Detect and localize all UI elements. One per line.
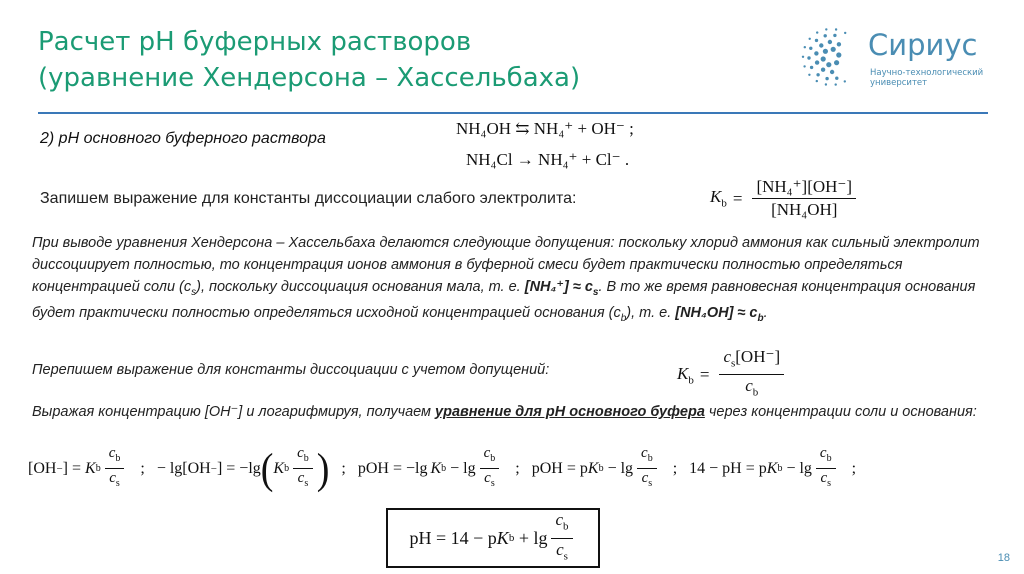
logo-dot: [825, 77, 828, 80]
kb1-denominator: [NH₄OH]: [771, 200, 838, 219]
logo-dot: [836, 52, 841, 57]
logo-dot: [821, 68, 825, 72]
logo-dot: [816, 31, 818, 33]
kb1-fraction: [752, 176, 856, 221]
buffer-equation-highlight: уравнение для рН основного буфера: [435, 404, 705, 420]
page-number: 18: [997, 552, 1010, 564]
logo-subtitle: Научно-технологический университет: [870, 68, 984, 88]
kb1-numerator: [NH₄⁺][OH⁻]: [752, 176, 856, 199]
logo-dot: [808, 74, 810, 76]
equilibrium-equation-2: NH₄Cl → NH₄⁺ + Cl⁻ .: [466, 150, 630, 169]
logo-dot: [810, 66, 813, 69]
sirius-logo: [800, 26, 1010, 96]
logo-dot: [816, 80, 818, 82]
derivation-paragraph: Выражая концентрацию [OH⁻] и логарифмируя, получаем уравнение для рН основного буфера через концентрации соли и основания:: [32, 404, 977, 420]
ammonium-approximation: $[NH_4^+] \approx c_s$: [524, 278, 599, 298]
derivation-eq-4: pOH = p K b − lg $\frac{c_b}{c_s}$: [532, 444, 661, 493]
logo-dot: [803, 65, 805, 67]
logo-dot: [804, 46, 806, 48]
logo-dot: [830, 70, 834, 74]
logo-name: Сириус: [868, 28, 978, 62]
logo-dot: [809, 38, 811, 40]
logo-dot: [834, 60, 839, 65]
title-line-2: (уравнение Хендерсона – Хассельбаха): [38, 63, 581, 93]
title-line-1: Расчет рН буферных растворов: [38, 27, 472, 57]
assumptions-paragraph: При выводе уравнения Хендерсона – Хассельбаха делаются следующие допущения: поскольку хлорид аммония как сильный электролит диссоциирует полностью, то концентрация ионов аммония в буферной смеси будет практически полностью определяться концентрацией соли $(c_s)$, поскольку диссоциация основания мала, т. е. $[NH_4^+] \approx c_s$. В то же время равновесная концентрация основания будет практически полностью определяться исходной концентрацией основания $(c_b)$, т. е. $[NH_4OH] \approx c_b$.: [32, 235, 980, 325]
kb2-numerator: $c_s[OH^-]$: [719, 346, 784, 375]
logo-dot: [814, 51, 818, 55]
logo-dot: [825, 28, 827, 30]
logo-dot: [815, 39, 818, 42]
derivation-eq-1: [OH − ] = K b $\frac{c_b}{c_s}$: [28, 444, 128, 493]
logo-dot: [828, 40, 832, 44]
logo-dot: [816, 73, 819, 76]
rewrite-text: Перепишем выражение для константы диссоциации с учетом допущений:: [32, 362, 550, 378]
dissociation-constant-intro: Запишем выражение для константы диссоциации слабого электролита:: [40, 190, 577, 207]
logo-dot: [809, 47, 812, 50]
logo-dot: [819, 43, 823, 47]
kb2-fraction: [719, 346, 784, 404]
logo-dot: [821, 56, 826, 61]
logo-dot: [844, 32, 846, 34]
derivation-eq-2: − lg[OH − ] = −lg ( K b $\frac{c_b}{c_s}$ ): [156, 444, 330, 493]
page-title: [38, 24, 798, 96]
section-subheading: 2) рН основного буферного раствора: [40, 130, 326, 147]
derivation-eq-5: 14 − pH = p K b − lg $\frac{c_b}{c_s}$: [689, 444, 839, 493]
logo-dot: [835, 77, 838, 80]
logo-dot: [824, 34, 827, 37]
derivation-equations: [OH − ] = K b $\frac{c_b}{c_s}$ ; − lg[OH − ] = −lg ( K b $\frac{c_b}{c_s}$ ) ; pOH = −lg K b − lg $\frac{c_b}{c_s}$ ; pOH = p K b − lg $\frac{c_b}{c_s}$ ; 14 − pH = p K b − lg $\frac{c_b}{c_s}$ ;: [28, 444, 857, 493]
kb1-lhs: $K_b$: [710, 187, 727, 210]
logo-dot: [815, 60, 819, 64]
logo-dot: [833, 34, 836, 37]
kb-expression-2: $K_b$ = $\frac{c_s[OH^-]}{c_b}$: [677, 346, 788, 404]
kb-expression-1: $K_b$ = $\frac{\text{[NH₄⁺][OH⁻]}}{\text{[NH₄OH]}}$: [710, 176, 860, 221]
kb2-denominator: $c_b$: [745, 376, 759, 399]
logo-dot: [835, 83, 837, 85]
logo-dot: [825, 83, 827, 85]
base-approximation: $[NH_4OH] \approx c_b$: [675, 305, 764, 325]
derivation-eq-3: pOH = −lg K b − lg $\frac{c_b}{c_s}$: [358, 444, 503, 493]
equilibrium-equation-1: NH₄OH ⇆ NH₄⁺ + OH⁻ ;: [456, 119, 634, 138]
logo-dot: [807, 56, 810, 59]
logo-dot: [831, 47, 836, 52]
logo-dot: [837, 42, 841, 46]
logo-dot: [835, 28, 837, 30]
logo-dot: [823, 49, 828, 54]
final-ph-equation: pH = 14 − p K b + lg $\frac{c_b}{c_s}$: [386, 508, 600, 568]
logo-dot: [844, 80, 846, 82]
dots-emblem-icon: [800, 26, 862, 88]
logo-dot: [802, 56, 804, 58]
title-divider: [38, 112, 988, 114]
logo-dot: [826, 62, 831, 67]
